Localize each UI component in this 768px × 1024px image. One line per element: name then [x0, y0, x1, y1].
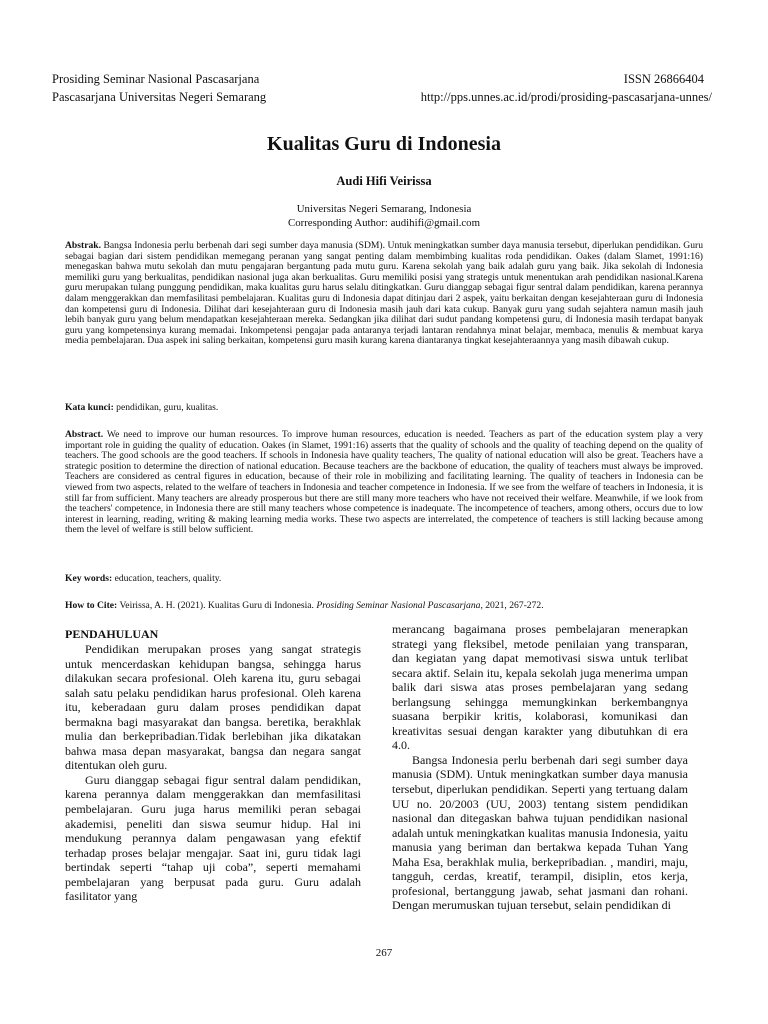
keywords-indonesian-text: pendidikan, guru, kualitas. — [113, 402, 219, 413]
abstract-english-text: We need to improve our human resources. To improve human resources, education is needed. Teachers as part of the education system play a very important role in guiding the quality of education. Oakes (in Slamet, 1991:16) asserts that the quality of schools and the quality of teaching depend on the quality of teachers. The good schools are the good teachers. If schools in Indonesia have quality teachers, The quality of national education will also be great. Teachers have a strategic position to determine the direction of national education. Because teachers are the backbone of education, the quality of teachers must always be improved. Teachers are considered as central figures in education, because of their role in mobilizing and facilitating learning. The quality of teachers in Indonesia can be viewed from two aspects, related to the welfare of teachers in Indonesia and teacher competence in Indonesia. If we see from the welfare of teachers in Indonesia, it is still far from sufficient. Many teachers are already prosperous but there are still many more teachers who have not received their welfare. Meanwhile, if we look from the teachers' competence, in Indonesia there are still many teachers whose competence is inadequate. The incompetence of teachers, among others, occurs due to low interest in learning, reading, writing & making learning media works. These two aspects are interrelated, the competence of teachers is still lacking because among them the level of welfare is still below sufficient. — [65, 429, 703, 536]
right-column — [392, 622, 688, 913]
header-university: Pascasarjana Universitas Negeri Semarang — [52, 90, 267, 104]
affiliation: Universitas Negeri Semarang, Indonesia — [296, 203, 472, 215]
section-heading: PENDAHULUAN — [65, 627, 159, 641]
how-to-cite-text: Veirissa, A. H. (2021). Kualitas Guru di Indonesia. — [117, 600, 317, 611]
keywords-indonesian-label: Kata kunci: — [65, 402, 114, 413]
keywords-indonesian — [65, 402, 703, 414]
abstract-english — [65, 430, 703, 536]
body-paragraph: Guru dianggap sebagai figur sentral dalam pendidikan, karena perannya dalam menggerakkan dan memfasilitasi pembelajaran. Guru juga harus memiliki peran sebagai akademisi, peneliti dan siswa seumur hidup. Hal ini mendukung perannya dalam pengawasan yang efektif terhadap proses belajar mengajar. Saat ini, guru tidak lagi bertindak seperti “tahap uji coba”, seperti memahami pembelajaran yang berpusat pada guru. Guru adalah fasilitator yang — [65, 772, 361, 904]
abstract-indonesian-label: Abstrak. — [65, 240, 101, 251]
left-column — [65, 627, 361, 904]
body-paragraph: Bangsa Indonesia perlu berbenah dari segi sumber daya manusia (SDM). Untuk meningkatkan sumber daya manusia tersebut, diperlukan pendidikan. Seperti yang tertuang dalam UU no. 20/2003 (UU, 2003) tentang sistem pendidikan nasional dan ditegaskan bahwa tujuan pendidikan nasional adalah untuk meningkatkan kualitas manusia Indonesia, yaitu manusia yang beriman dan bertakwa kepada Tuhan Yang Maha Esa, berakhlak mulia, berkepribadian. , mandiri, maju, tangguh, cerdas, kreatif, terampil, disiplin, etos kerja, profesional, bertanggung jawab, sehat jasmani dan rohani. Dengan merumuskan tujuan tersebut, selain pendidikan di — [392, 752, 688, 913]
body-paragraph: Pendidikan merupakan proses yang sangat strategis untuk mencerdaskan kehidupan bangsa, sehingga harus dilakukan secara profesional. Oleh karena itu, guru sebagai salah satu pelaku pendidikan harus profesional. Oleh karena itu, keberadaan guru dalam proses pendidikan dapat bermakna bagi masyarakat dan bangsa. beretika, berakhlak mulia dan berkepribadian.Tidak berlebihan jika dikatakan bahwa masa depan masyarakat, bangsa dan negara sangat ditentukan oleh guru. — [65, 642, 361, 773]
how-to-cite-label: How to Cite: — [65, 600, 118, 611]
body-paragraph: merancang bagaimana proses pembelajaran menerapkan strategi yang fleksibel, metode penilaian yang transparan, dan kegiatan yang dapat memotivasi siswa untuk terlibat secara aktif. Selain itu, kepala sekolah juga menerima umpan balik dari siswa atas proses pembelajaran yang sedang berlangsung sehingga memungkinkan berkembangnya suasana berpikir kritis, kolaborasi, komunikasi dan kreativitas sesuai dengan karakter yang dibutuhkan di era 4.0. — [392, 622, 688, 753]
author-name: Audi Hifi Veirissa — [336, 174, 432, 188]
page-number: 267 — [375, 947, 393, 959]
header-issn: ISSN 26866404 — [623, 72, 704, 86]
abstract-indonesian-text: Bangsa Indonesia perlu berbenah dari segi sumber daya manusia (SDM). Untuk meningkatkan sumber daya manusia tersebut, diperlukan pendidikan. Guru sebagai bagian dari sistem pendidikan memegang peranan yang sangat penting dalam membimbing kualitas roda pendidikan. Oakes (dalam Slamet, 1991:16) menegaskan bahwa mutu sekolah dan mutu pengajaran bergantung pada mutu guru. Karena sekolah yang baik adalah guru yang baik. Jika sekolah di Indonesia memiliki guru yang berkualitas, pendidikan nasional juga akan berkualitas. Guru memiliki posisi yang strategis untuk menentukan arah pendidikan nasional.Karena guru merupakan tulang punggung pendidikan, maka kualitas guru harus selalu ditingkatkan. Guru dianggap sebagai figur sentral dalam pendidikan, karena perannya dalam menggerakkan dan memfasilitasi pembelajaran. Kualitas guru di Indonesia dapat ditinjau dari 2 aspek, yaitu berkaitan dengan kesejahteraan guru di Indonesia dan kompetensi guru di Indonesia. Dilihat dari kesejahteraan guru di Indonesia masih jauh dari kata cukup. Banyak guru yang sudah sejahtera namun masih jauh lebih banyak guru yang belum mendapatkan kesejahteraan mereka. Sedangkan jika dilihat dari sudut pandang kompetensi guru, di Indonesia masih terdapat banyak guru yang kompetensinya kurang memadai. Inkompetensi pengajar pada antaranya terjadi lantaran rendahnya minat belajar, membaca, menulis & membuat karya media pembelajaran. Dua aspek ini saling berkaitan, kompetensi guru masih kurang karena diantaranya tingkat kesejahteraannya yang masih dibawah cukup. — [65, 240, 703, 347]
header-url[interactable]: http://pps.unnes.ac.id/prodi/prosiding-pascasarjana-unnes/ — [420, 90, 712, 104]
keywords-english-label: Key words: — [65, 573, 113, 584]
paper-title: Kualitas Guru di Indonesia — [267, 133, 501, 155]
abstract-english-label: Abstract. — [65, 429, 104, 440]
how-to-cite-tail: , 2021, 267-272. — [480, 600, 544, 611]
keywords-english-text: education, teachers, quality. — [112, 573, 222, 584]
header-proceedings-name: Prosiding Seminar Nasional Pascasarjana — [52, 72, 260, 86]
how-to-cite — [65, 600, 703, 612]
keywords-english — [65, 573, 703, 585]
corresponding-author: Corresponding Author: audihifi@gmail.com — [288, 217, 480, 229]
how-to-cite-journal: Prosiding Seminar Nasional Pascasarjana — [316, 600, 481, 611]
abstract-indonesian — [65, 241, 703, 347]
